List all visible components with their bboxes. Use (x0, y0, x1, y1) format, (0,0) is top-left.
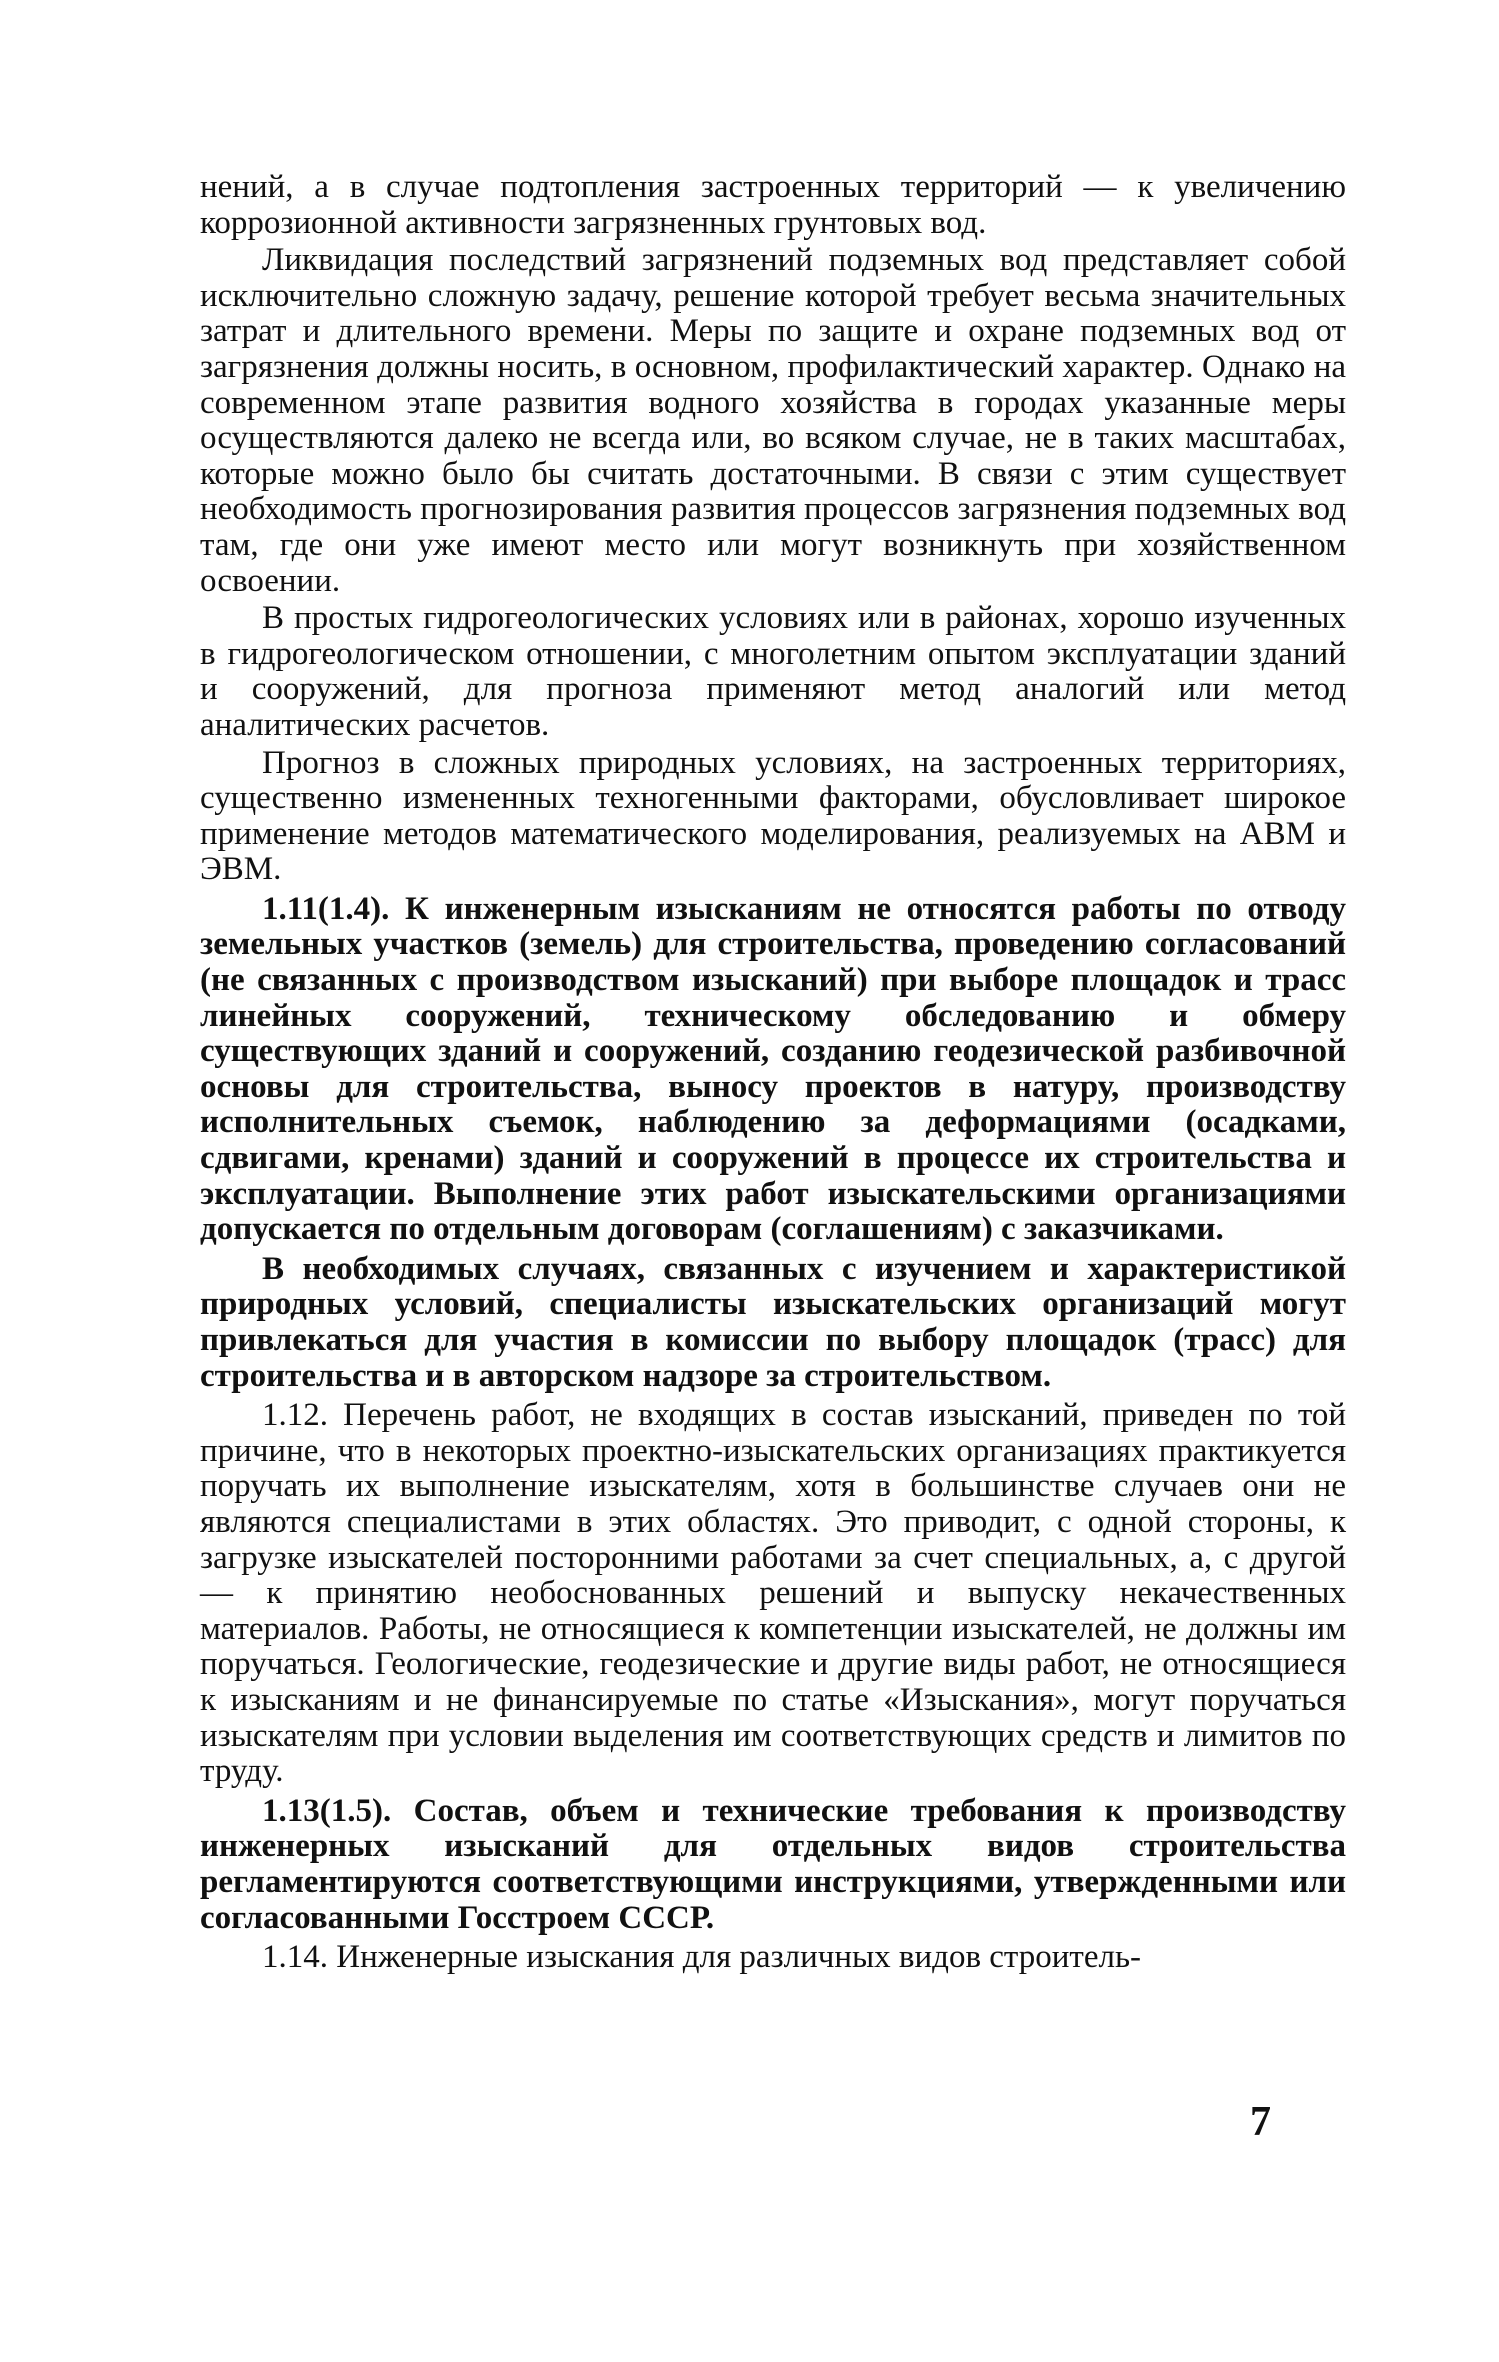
paragraph-section-1-13: 1.13(1.5). Состав, объем и технические требования к производству инженерных изысканий для отдельных видов строительства регламентируются соответствующими инструкциями, утвержденными или согласованными Госстроем СССР. (200, 1792, 1346, 1936)
paragraph-simple-conditions: В простых гидрогеологических условиях или в районах, хорошо изученных в гидрогеологическом отношении, с многолетним опытом эксплуатации зданий и сооружений, для прогноза применяют метод аналогий или метод аналитических расчетов. (200, 600, 1346, 743)
page-number: 7 (1250, 2099, 1271, 2145)
paragraph-section-1-14: 1.14. Инженерные изыскания для различных видов строитель- (262, 1939, 1141, 1976)
paragraph-specialists: В необходимых случаях, связанных с изучением и характеристикой природных условий, специалисты изыскательских организаций могут привлекаться для участия в комиссии по выбору площадок (трасс) для строительства и в авторском надзоре за строительством. (200, 1250, 1346, 1394)
paragraph-section-1-11: 1.11(1.4). К инженерным изысканиям не относятся работы по отводу земельных участков (земель) для строительства, проведению согласований (не связанных с производством изысканий) при выборе площадок и трасс линейных сооружений, техническому обследованию и обмеру существующих зданий и сооружений, созданию геодезической разбивочной основы для строительства, выносу проектов в натуру, производству исполнительных съемок, наблюдению за деформациями (осадками, сдвигами, кренами) зданий и сооружений в процессе их строительства и эксплуатации. Выполнение этих работ изыскательскими организациями допускается по отдельным договорам (соглашениям) с заказчиками. (200, 890, 1346, 1248)
paragraph-groundwater-remediation: Ликвидация последствий загрязнений подземных вод представляет собой исключительно сложную задачу, решение которой требует весьма значительных затрат и длительного времени. Меры по защите и охране подземных вод от загрязнения должны носить, в основном, профилактический характер. Однако на современном этапе развития водного хозяйства в городах указанные меры осуществляются далеко не всегда или, во всяком случае, не в таких масштабах, которые можно было бы считать достаточными. В связи с этим существует необходимость прогнозирования развития процессов загрязнения подземных вод там, где они уже имеют место или могут возникнуть при хозяйственном освоении. (200, 242, 1346, 599)
page-body (200, 170, 1346, 1978)
paragraph-continuation: нений, а в случае подтопления застроенных территорий — к увеличению коррозионной активности загрязненных грунтовых вод. (200, 169, 1346, 241)
paragraph-section-1-12: 1.12. Перечень работ, не входящих в состав изысканий, приведен по той причине, что в некоторых проектно-изыскательских организациях практикуется поручать их выполнение изыскателям, хотя в большинстве случаев они не являются специалистами в этих областях. Это приводит, с одной стороны, к загрузке изыскателей посторонними работами за счет специальных, а, с другой — к принятию необоснованных решений и выпуску некачественных материалов. Работы, не относящиеся к компетенции изыскателей, не должны им поручаться. Геологические, геодезические и другие виды работ, не относящиеся к изысканиям и не финансируемые по статье «Изыскания», могут поручаться изыскателям при условии выделения им соответствующих средств и лимитов по труду. (200, 1397, 1346, 1790)
paragraph-complex-conditions: Прогноз в сложных природных условиях, на застроенных территориях, существенно измененных техногенными факторами, обусловливает широкое применение методов математического моделирования, реализуемых на АВМ и ЭВМ. (200, 744, 1346, 888)
